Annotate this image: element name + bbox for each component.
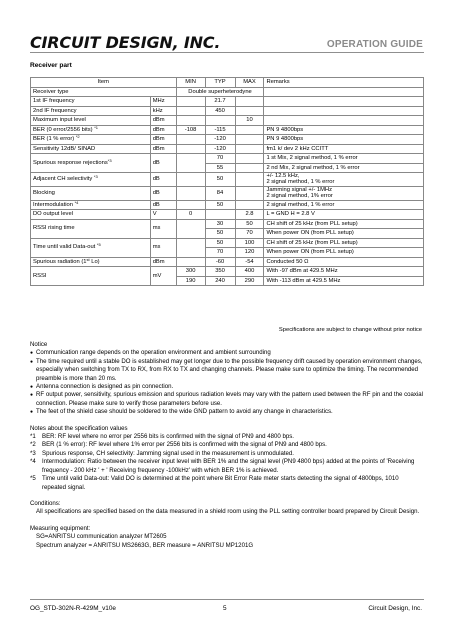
row-item [31, 154, 151, 173]
footnote-text: Spurious response, CH selectivity: Jamming signal used in the measurement is unmodulated. [42, 449, 294, 457]
row-item [31, 257, 151, 267]
footnote-text: BER: RF level where no error per 2556 bits is confirmed with the signal of PN9 and 4800 bps. [42, 433, 295, 441]
row-min: 0 [176, 210, 205, 220]
row-remark: PN 9 4800bps [264, 135, 424, 145]
row-typ: 70 [205, 248, 235, 258]
remark-line: +/- 12.5 kHz, [266, 173, 300, 179]
col-max: MAX [235, 78, 264, 88]
row-typ: -120 [205, 135, 235, 145]
table-row [31, 106, 424, 116]
row-min: -108 [176, 125, 205, 135]
bullet-icon: ● [30, 350, 34, 357]
row-unit: ms [150, 219, 176, 238]
row-unit: dBm [150, 135, 176, 145]
footnote-ref: *2 [75, 134, 80, 140]
table-row [31, 135, 424, 145]
row-item: Blocking [31, 186, 151, 200]
notice-title: Notice [30, 341, 48, 348]
row-item: Maximum input level [31, 116, 151, 126]
footnote-ref: *3 [107, 157, 112, 163]
row-item [31, 135, 151, 145]
row-item: Receiver type [31, 87, 177, 97]
row-item-text: Adjacent CH selectivity [33, 176, 93, 183]
row-unit: kHz [150, 106, 176, 116]
notes-section [30, 341, 424, 550]
row-unit: dB [150, 200, 176, 210]
col-item: Item [31, 78, 177, 88]
row-max: 2.8 [235, 210, 264, 220]
row-typ: 84 [205, 186, 235, 200]
col-remarks: Remarks [264, 78, 424, 88]
row-unit: V [150, 210, 176, 220]
notice-text: The time required until a stable DO is established may get longer due to the possible frequency drift caused by operation environment changes, especially when switching from TX to RX, from RX to TX and changing channels. Please make sure to optimize the timing. The recommended preamble is more than 20 ms. [36, 357, 423, 382]
row-typ: 55 [205, 163, 235, 173]
table-row [31, 173, 424, 187]
equipment-title: Measuring equipment: [30, 524, 91, 532]
footnote-item [30, 433, 424, 441]
row-item: 1st IF frequency [31, 97, 151, 107]
conditions-text: All specifications are specified based on the data measured in a shield room using the PLL setting controller board prepared by Circuit Design. [36, 508, 420, 516]
row-min: 190 [176, 276, 205, 286]
footnote-item [30, 475, 424, 492]
footnote-key: *4 [30, 458, 36, 466]
row-remark: With -113 dBm at 429.5 MHz [264, 276, 424, 286]
notice-text: Communication range depends on the operation environment and ambient surrounding [36, 349, 271, 357]
row-max: -54 [235, 257, 264, 267]
footnotes-title: Notes about the specification values [30, 424, 128, 432]
remark-line: 2 signal method, 1% error [266, 193, 333, 200]
row-typ: -120 [205, 144, 235, 154]
row-item-text: Spurious response rejections [33, 159, 108, 166]
row-item: RSSI [31, 267, 151, 286]
row-unit: dBm [150, 125, 176, 135]
table-row [31, 125, 424, 135]
row-max: 290 [235, 276, 264, 286]
row-remark: Conducted 50 Ω [264, 257, 424, 267]
row-typ: 70 [205, 154, 235, 164]
row-min: 300 [176, 267, 205, 277]
footer-page-number: 5 [223, 605, 227, 612]
row-unit: dB [150, 154, 176, 173]
row-item: 2nd IF frequency [31, 106, 151, 116]
company-logo [30, 33, 221, 52]
row-unit: MHz [150, 97, 176, 107]
table-header-row [31, 78, 424, 88]
footnote-key: *5 [30, 475, 36, 483]
row-item [31, 125, 151, 135]
footnote-ref: *5 [96, 242, 101, 248]
row-item-text: Time until valid Data-out [33, 244, 96, 251]
footnote-item [30, 450, 424, 458]
footer-company: Circuit Design, Inc. [368, 605, 422, 612]
col-min: MIN [176, 78, 205, 88]
row-item-text: Intermodulation [33, 201, 73, 208]
row-remark: fm1 k/ dev 2 kHz CCITT [264, 144, 424, 154]
row-typ: 30 [205, 219, 235, 229]
equipment-line: Spectrum analyzer = ANRITSU MS2663G, BER measure = ANRITSU MP1201G [36, 541, 254, 549]
row-remark: 1 st Mix, 2 signal method, 1 % error [264, 154, 424, 164]
footnote-ref: *1 [94, 124, 99, 130]
row-typ: 350 [205, 267, 235, 277]
notice-bullet [30, 349, 424, 357]
row-remark: With -97 dBm at 429.5 MHz [264, 267, 424, 277]
footnote-key: *3 [30, 449, 36, 457]
remark-line: Jamming signal +/- 1MHz [266, 186, 332, 193]
row-remark: 2 signal method, 1 % error [264, 200, 424, 210]
table-row [31, 238, 424, 248]
footnote-item [30, 458, 424, 475]
row-max: 70 [235, 229, 264, 239]
notice-bullet [30, 383, 424, 391]
conditions-title: Conditions: [30, 499, 61, 507]
row-remark: L = GND H = 2.8 V [264, 210, 424, 220]
row-typ: 50 [205, 200, 235, 210]
row-unit: mV [150, 267, 176, 286]
footnote-ref: *3 [93, 174, 98, 180]
row-item-text: BER (1 % error) [33, 136, 75, 143]
receiver-heading: Receiver part [30, 62, 72, 69]
row-item [31, 200, 151, 210]
notice-bullet [30, 408, 424, 416]
row-item [31, 173, 151, 187]
footnote-key: *1 [30, 433, 36, 441]
row-item: Sensitivity 12dB/ SINAD [31, 144, 151, 154]
footnote-text: Intermodulation: Ratio between the receiver input level with BER 1% and the signal level (PN9 4800 bps) added at the points of 'Receiving frequency - 200 kHz ' + ' Receiving frequency -100kHz' with which BER 1% is achieved. [42, 458, 415, 474]
row-typ: 21.7 [205, 97, 235, 107]
row-value: Double superheterodyne [176, 87, 264, 97]
notice-bullet [30, 391, 424, 408]
notice-bullet [30, 358, 424, 383]
row-unit: ms [150, 238, 176, 257]
row-item [31, 238, 151, 257]
row-typ: 50 [205, 229, 235, 239]
row-unit: dB [150, 186, 176, 200]
row-remark [264, 173, 424, 187]
row-item: RSSI rising time [31, 219, 151, 238]
row-item-text: BER (0 error/2556 bits) [33, 126, 93, 133]
table-row [31, 144, 424, 154]
logo-text: CIRCUIT DESIGN, INC. [30, 33, 221, 52]
bullet-icon: ● [30, 384, 34, 391]
notice-text: Antenna connection is designed as pin connection. [36, 383, 174, 391]
table-row [31, 210, 424, 220]
spec-change-note: Specifications are subject to change without prior notice [278, 327, 422, 333]
row-item: DO output level [31, 210, 151, 220]
table-row [31, 87, 424, 97]
row-unit: dBm [150, 116, 176, 126]
row-max: 10 [235, 116, 264, 126]
footer-rule [30, 599, 424, 600]
receiver-spec-table [30, 77, 424, 286]
row-remark: CH shift of 25 kHz (from PLL setup) [264, 219, 424, 229]
row-item-text: Spurious radiation (1 [33, 258, 87, 265]
row-unit: dB [150, 173, 176, 187]
table-row [31, 200, 424, 210]
row-typ: 50 [205, 173, 235, 187]
notice-text: RF output power, sensitivity, spurious emission and spurious radiation levels may vary with the pattern used between the RF pin and the coaxial connection. Please make sure to verify those parameters before use. [36, 391, 424, 407]
row-unit: dBm [150, 144, 176, 154]
table-row [31, 116, 424, 126]
footnote-text: Time until valid Data-out: Valid DO is determined at the point where Bit Error Rate meter starts detecting the signal of 4800bps, 1010 repeated signal. [42, 475, 399, 491]
ordinal-suffix: st [86, 256, 90, 262]
table-row [31, 186, 424, 200]
footnote-text: BER (1 % error): RF level where 1% error per 2556 bits is confirmed with the signal of PN9 and 4800 bps. [42, 441, 327, 449]
row-typ: 50 [205, 238, 235, 248]
table-row [31, 97, 424, 107]
col-typ: TYP [205, 78, 235, 88]
section-title: OPERATION GUIDE [326, 39, 423, 50]
table-row [31, 219, 424, 229]
footer-doc-id: OG_STD-302N-R-429M_v10e [30, 605, 116, 612]
row-max: 100 [235, 238, 264, 248]
row-remark: When power ON (from PLL setup) [264, 229, 424, 239]
row-typ: -115 [205, 125, 235, 135]
remark-line: 2 signal method, 1 % error [266, 179, 335, 186]
row-remark: PN 9 4800bps [264, 125, 424, 135]
bullet-icon: ● [30, 392, 34, 399]
table-row [31, 267, 424, 277]
bullet-icon: ● [30, 409, 34, 416]
row-item-text: Lo) [89, 258, 100, 265]
bullet-icon: ● [30, 358, 34, 365]
row-max: 120 [235, 248, 264, 258]
row-remark [264, 186, 424, 200]
footnote-ref: *4 [74, 199, 79, 205]
row-typ: 450 [205, 106, 235, 116]
row-remark: When power ON (from PLL setup) [264, 248, 424, 258]
row-typ: -60 [205, 257, 235, 267]
table-row [31, 154, 424, 164]
table-row [31, 257, 424, 267]
row-remark: 2 nd Mix, 2 signal method, 1 % error [264, 163, 424, 173]
row-max: 50 [235, 219, 264, 229]
footnote-item [30, 441, 424, 449]
row-max: 400 [235, 267, 264, 277]
footnote-key: *2 [30, 441, 36, 449]
row-unit: dBm [150, 257, 176, 267]
equipment-line: SG=ANRITSU communication analyzer MT2605 [36, 533, 167, 541]
row-typ: 240 [205, 276, 235, 286]
row-remark: CH shift of 25 kHz (from PLL setup) [264, 238, 424, 248]
notice-text: The feet of the shield case should be soldered to the wide GND pattern to avoid any change in characteristics. [36, 408, 333, 416]
header-rule [30, 52, 424, 53]
